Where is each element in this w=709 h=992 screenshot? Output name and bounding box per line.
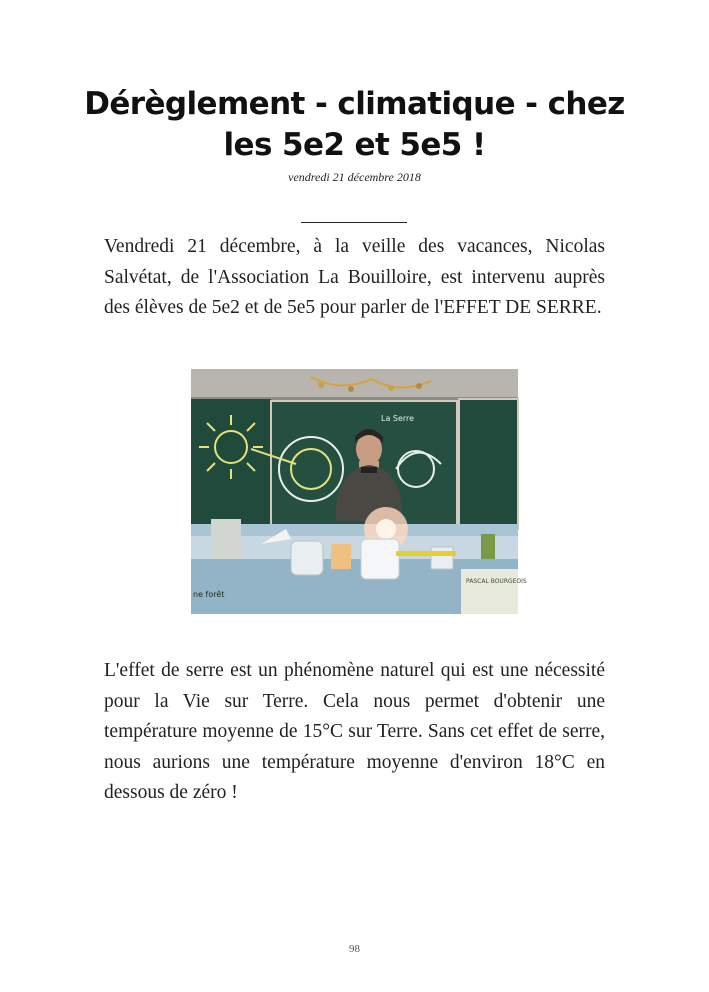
photo-corner-text: ne forêt bbox=[193, 590, 225, 599]
poster-text: PASCAL BOURGEOIS bbox=[466, 578, 527, 585]
intro-paragraph: Vendredi 21 décembre, à la veille des vacances, Nicolas Salvétat, de l'Association La Bouilloire, est intervenu auprès des élèves de 5e2 et de 5e5 pour parler de l'EFFET DE SERRE. bbox=[104, 236, 605, 318]
board-title-text: La Serre bbox=[381, 414, 415, 423]
article-title: Dérèglement - climatique - chez les 5e2 et 5e5 ! bbox=[84, 86, 625, 163]
page-number: 98 bbox=[349, 943, 360, 955]
classroom-illustration bbox=[191, 369, 527, 614]
title-separator bbox=[301, 222, 407, 223]
greenhouse-paragraph: L'effet de serre est un phénomène naturel qui est une nécessité pour la Vie sur Terre. Cela nous permet d'obtenir une température moyenne de 15°C sur Terre. Sans cet effet de serre, nous aurions une température moyenne d'environ 18°C en dessous de zéro ! bbox=[104, 660, 605, 803]
classroom-photo bbox=[191, 369, 527, 614]
article-date: vendredi 21 décembre 2018 bbox=[288, 170, 421, 184]
